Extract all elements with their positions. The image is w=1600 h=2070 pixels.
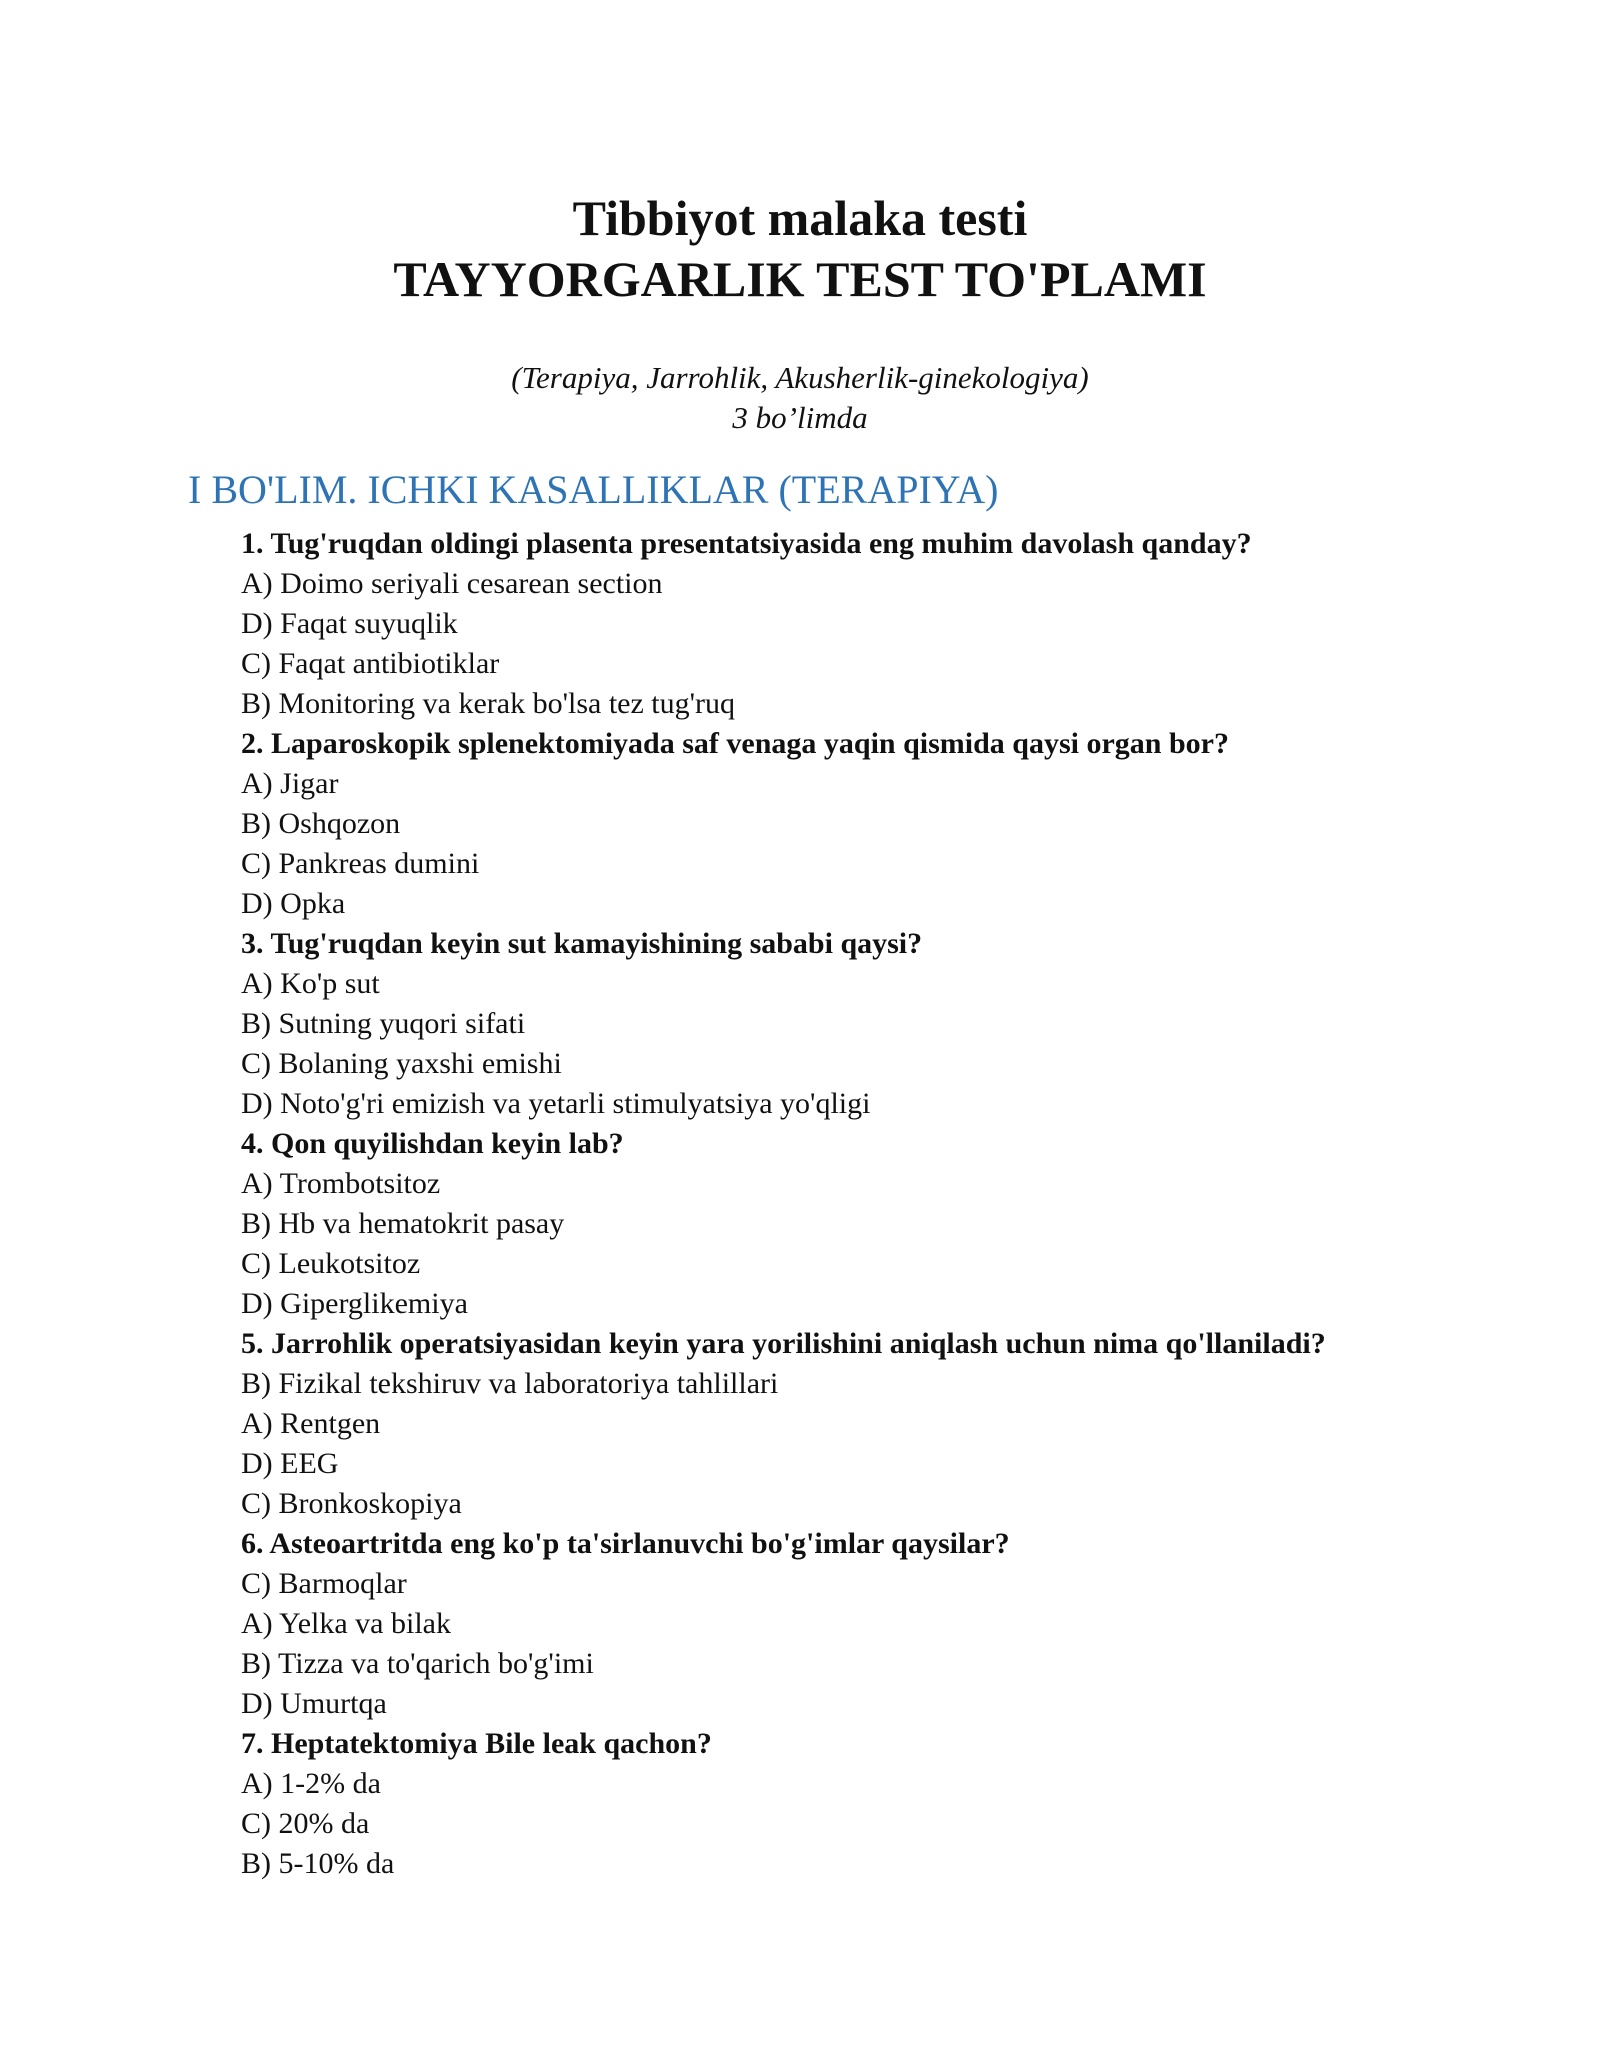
- answer-option: C) Bronkoskopiya: [241, 1487, 462, 1520]
- answer-option: D) Opka: [241, 887, 346, 920]
- document-title: [0, 188, 1600, 310]
- question-item: [241, 724, 1491, 924]
- answer-option: B) Fizikal tekshiruv va laboratoriya tahlillari: [241, 1367, 779, 1400]
- answer-option: D) Faqat suyuqlik: [241, 607, 458, 640]
- answer-option: A) Ko'p sut: [241, 967, 380, 1000]
- question-text: 1. Tug'ruqdan oldingi plasenta presentatsiyasida eng muhim davolash qanday?: [241, 527, 1252, 560]
- answer-option: C) 20% da: [241, 1807, 370, 1840]
- answer-option: B) Sutning yuqori sifati: [241, 1007, 526, 1040]
- answer-option: A) Jigar: [241, 767, 339, 800]
- answer-option: D) Noto'g'ri emizish va yetarli stimulyatsiya yo'qligi: [241, 1087, 871, 1120]
- subtitle-line-2: 3 bo’limda: [732, 400, 868, 435]
- answer-option: C) Pankreas dumini: [241, 847, 480, 880]
- question-item: [241, 924, 1491, 1124]
- answer-option: A) Trombotsitoz: [241, 1167, 441, 1200]
- subtitle-line-1: (Terapiya, Jarrohlik, Akusherlik-ginekologiya): [511, 360, 1089, 395]
- answer-option: A) Doimo seriyali cesarean section: [241, 567, 663, 600]
- answer-option: A) Yelka va bilak: [241, 1607, 451, 1640]
- document-subtitle: [0, 358, 1600, 438]
- question-item: [241, 1724, 1491, 1884]
- answer-option: B) Monitoring va kerak bo'lsa tez tug'ruq: [241, 687, 736, 720]
- answer-option: B) Hb va hematokrit pasay: [241, 1207, 565, 1240]
- question-item: [241, 1524, 1491, 1724]
- answer-option: B) Oshqozon: [241, 807, 401, 840]
- answer-option: C) Faqat antibiotiklar: [241, 647, 500, 680]
- answer-option: D) Giperglikemiya: [241, 1287, 468, 1320]
- question-list: [241, 524, 1491, 1884]
- answer-option: D) EEG: [241, 1447, 339, 1480]
- section-heading: I BO'LIM. ICHKI KASALLIKLAR (TERAPIYA): [188, 467, 999, 512]
- answer-option: A) Rentgen: [241, 1407, 381, 1440]
- answer-option: C) Barmoqlar: [241, 1567, 407, 1600]
- question-text: 3. Tug'ruqdan keyin sut kamayishining sababi qaysi?: [241, 927, 923, 960]
- answer-option: C) Leukotsitoz: [241, 1247, 421, 1280]
- question-text: 5. Jarrohlik operatsiyasidan keyin yara yorilishini aniqlash uchun nima qo'llaniladi?: [241, 1327, 1326, 1360]
- title-line-2: TAYYORGARLIK TEST TO'PLAMI: [393, 251, 1207, 307]
- question-item: [241, 524, 1491, 724]
- answer-option: B) 5-10% da: [241, 1847, 395, 1880]
- question-text: 4. Qon quyilishdan keyin lab?: [241, 1127, 624, 1160]
- answer-option: B) Tizza va to'qarich bo'g'imi: [241, 1647, 594, 1680]
- question-item: [241, 1324, 1491, 1524]
- question-text: 2. Laparoskopik splenektomiyada saf venaga yaqin qismida qaysi organ bor?: [241, 727, 1229, 760]
- answer-option: C) Bolaning yaxshi emishi: [241, 1047, 562, 1080]
- question-text: 6. Asteoartritda eng ko'p ta'sirlanuvchi bo'g'imlar qaysilar?: [241, 1527, 1010, 1560]
- answer-option: A) 1-2% da: [241, 1767, 381, 1800]
- question-text: 7. Heptatektomiya Bile leak qachon?: [241, 1727, 712, 1760]
- title-line-1: Tibbiyot malaka testi: [572, 190, 1028, 246]
- answer-option: D) Umurtqa: [241, 1687, 387, 1720]
- question-item: [241, 1124, 1491, 1324]
